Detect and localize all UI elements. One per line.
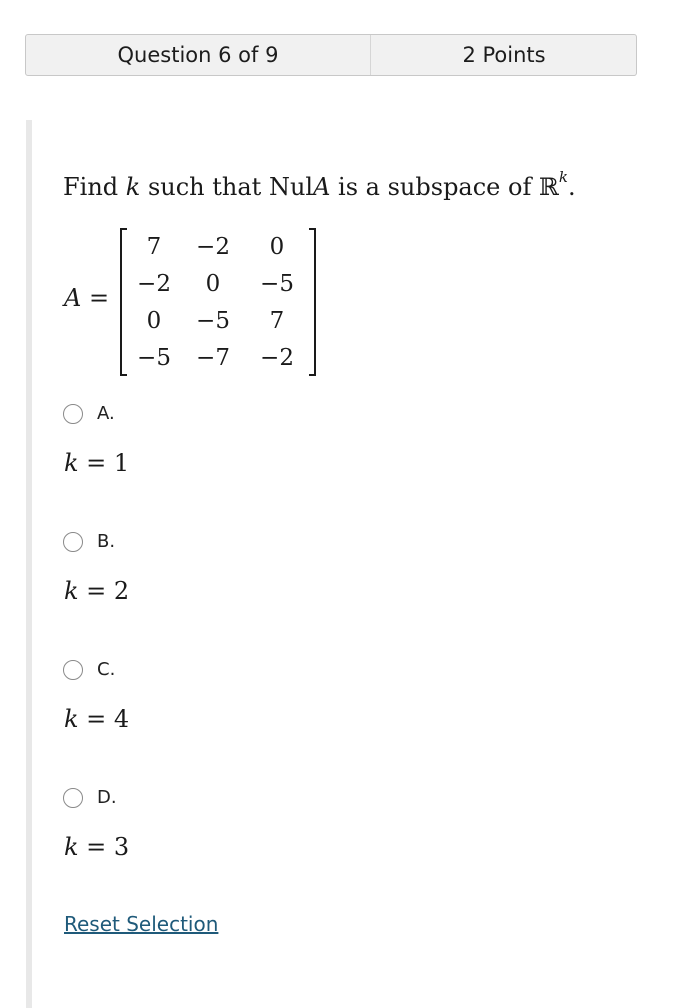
prompt-variable: k bbox=[125, 173, 141, 201]
reset-selection-link[interactable]: Reset Selection bbox=[64, 912, 219, 936]
answer-equals: = bbox=[78, 577, 114, 605]
prompt-exponent: k bbox=[558, 168, 569, 186]
option-d-answer bbox=[64, 833, 129, 861]
matrix-cell: 0 bbox=[269, 233, 285, 260]
option-d-letter: D. bbox=[97, 787, 117, 808]
option-c-answer bbox=[64, 705, 129, 733]
prompt-matrix-name: A bbox=[313, 173, 331, 201]
option-b[interactable] bbox=[63, 531, 115, 552]
answer-variable: k bbox=[64, 577, 79, 605]
prompt-text: . bbox=[568, 173, 576, 201]
matrix-cell: −2 bbox=[137, 270, 171, 297]
answer-equals: = bbox=[78, 705, 114, 733]
option-c[interactable] bbox=[63, 659, 115, 680]
prompt-text: Find bbox=[63, 173, 126, 201]
matrix-cell: −2 bbox=[196, 233, 230, 260]
option-a-answer bbox=[64, 449, 129, 477]
matrix-equals: = bbox=[81, 284, 110, 312]
matrix-name: A bbox=[64, 284, 82, 312]
option-c-radio[interactable] bbox=[63, 660, 83, 680]
answer-value: 1 bbox=[113, 449, 130, 477]
question-header bbox=[25, 34, 637, 76]
prompt-text: is a subspace of ℝ bbox=[330, 173, 559, 201]
matrix-label bbox=[64, 284, 109, 312]
option-d-radio[interactable] bbox=[63, 788, 83, 808]
matrix-cell: −5 bbox=[137, 344, 171, 371]
answer-value: 4 bbox=[113, 705, 130, 733]
matrix-cell: −2 bbox=[260, 344, 294, 371]
matrix-cell: −7 bbox=[196, 344, 230, 371]
matrix-left-bracket bbox=[120, 228, 127, 376]
question-points: 2 Points bbox=[462, 43, 546, 67]
answer-variable: k bbox=[64, 705, 79, 733]
question-number: Question 6 of 9 bbox=[26, 35, 371, 75]
prompt-text: such that Nul bbox=[140, 173, 314, 201]
matrix-cell: 0 bbox=[205, 270, 221, 297]
matrix-right-bracket bbox=[309, 228, 316, 376]
answer-variable: k bbox=[64, 833, 79, 861]
matrix-cell: −5 bbox=[260, 270, 294, 297]
matrix-cell: 7 bbox=[146, 233, 162, 260]
option-b-letter: B. bbox=[97, 531, 116, 552]
option-c-letter: C. bbox=[97, 659, 116, 680]
option-a[interactable] bbox=[63, 403, 115, 424]
answer-equals: = bbox=[78, 833, 114, 861]
answer-variable: k bbox=[64, 449, 79, 477]
answer-value: 3 bbox=[113, 833, 130, 861]
matrix bbox=[120, 228, 316, 378]
option-b-radio[interactable] bbox=[63, 532, 83, 552]
answer-equals: = bbox=[78, 449, 114, 477]
option-a-radio[interactable] bbox=[63, 404, 83, 424]
matrix-cell: −5 bbox=[196, 307, 230, 334]
matrix-grid bbox=[130, 228, 306, 376]
option-b-answer bbox=[64, 577, 129, 605]
matrix-cell: 0 bbox=[146, 307, 162, 334]
option-d[interactable] bbox=[63, 787, 117, 808]
question-prompt bbox=[63, 168, 576, 201]
matrix-cell: 7 bbox=[269, 307, 285, 334]
content-rail bbox=[26, 120, 32, 1008]
answer-value: 2 bbox=[113, 577, 130, 605]
option-a-letter: A. bbox=[97, 403, 115, 424]
